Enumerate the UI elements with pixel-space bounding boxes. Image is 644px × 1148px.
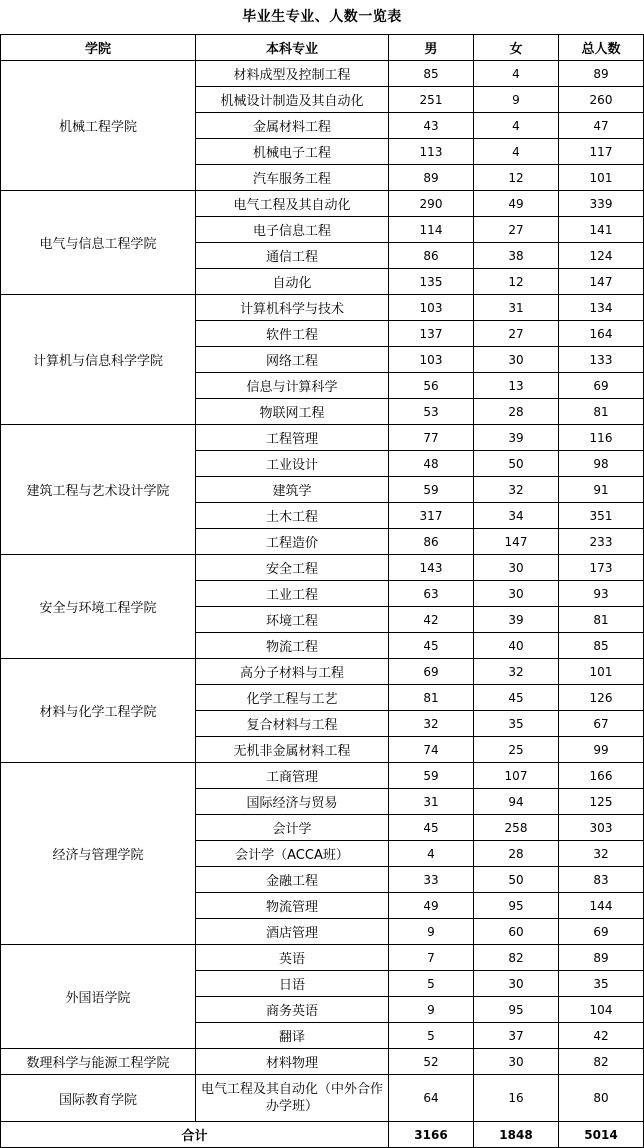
college-cell: 经济与管理学院 — [1, 763, 196, 945]
total-count-cell: 83 — [559, 867, 644, 893]
male-count-cell: 85 — [389, 61, 474, 87]
male-count-cell: 89 — [389, 165, 474, 191]
male-count-cell: 32 — [389, 711, 474, 737]
major-cell: 电气工程及其自动化（中外合作办学班） — [196, 1075, 389, 1122]
total-count-cell: 351 — [559, 503, 644, 529]
college-cell: 电气与信息工程学院 — [1, 191, 196, 295]
major-cell: 无机非金属材料工程 — [196, 737, 389, 763]
table-row — [1, 1049, 644, 1075]
male-count-cell: 81 — [389, 685, 474, 711]
female-count-cell: 28 — [474, 399, 559, 425]
male-count-cell: 113 — [389, 139, 474, 165]
major-cell: 化学工程与工艺 — [196, 685, 389, 711]
total-count-cell: 89 — [559, 61, 644, 87]
female-count-cell: 39 — [474, 425, 559, 451]
female-count-cell: 50 — [474, 451, 559, 477]
male-count-cell: 42 — [389, 607, 474, 633]
total-count-cell: 81 — [559, 607, 644, 633]
table-row — [1, 1075, 644, 1122]
total-count-cell: 260 — [559, 87, 644, 113]
college-cell: 计算机与信息科学学院 — [1, 295, 196, 425]
female-count-cell: 40 — [474, 633, 559, 659]
male-count-cell: 31 — [389, 789, 474, 815]
female-count-cell: 30 — [474, 555, 559, 581]
major-cell: 英语 — [196, 945, 389, 971]
major-cell: 日语 — [196, 971, 389, 997]
female-count-cell: 60 — [474, 919, 559, 945]
major-cell: 网络工程 — [196, 347, 389, 373]
total-count-cell: 173 — [559, 555, 644, 581]
total-count-cell: 147 — [559, 269, 644, 295]
major-cell: 酒店管理 — [196, 919, 389, 945]
major-cell: 电气工程及其自动化 — [196, 191, 389, 217]
table-row — [1, 425, 644, 451]
male-count-cell: 77 — [389, 425, 474, 451]
male-count-cell: 53 — [389, 399, 474, 425]
male-count-cell: 5 — [389, 971, 474, 997]
male-count-cell: 137 — [389, 321, 474, 347]
female-count-cell: 9 — [474, 87, 559, 113]
total-count-cell: 144 — [559, 893, 644, 919]
female-count-cell: 45 — [474, 685, 559, 711]
total-male: 3166 — [389, 1122, 474, 1148]
college-cell: 安全与环境工程学院 — [1, 555, 196, 659]
total-count-cell: 134 — [559, 295, 644, 321]
total-count-cell: 99 — [559, 737, 644, 763]
female-count-cell: 13 — [474, 373, 559, 399]
major-cell: 建筑学 — [196, 477, 389, 503]
table-body — [1, 61, 644, 1122]
male-count-cell: 86 — [389, 529, 474, 555]
total-total: 5014 — [559, 1122, 644, 1148]
male-count-cell: 52 — [389, 1049, 474, 1075]
header-row — [1, 35, 644, 61]
female-count-cell: 30 — [474, 347, 559, 373]
male-count-cell: 45 — [389, 633, 474, 659]
male-count-cell: 4 — [389, 841, 474, 867]
major-cell: 复合材料与工程 — [196, 711, 389, 737]
male-count-cell: 290 — [389, 191, 474, 217]
total-count-cell: 35 — [559, 971, 644, 997]
major-cell: 自动化 — [196, 269, 389, 295]
total-count-cell: 98 — [559, 451, 644, 477]
major-cell: 电子信息工程 — [196, 217, 389, 243]
total-label: 合计 — [1, 1122, 389, 1148]
college-cell: 材料与化学工程学院 — [1, 659, 196, 763]
major-cell: 安全工程 — [196, 555, 389, 581]
female-count-cell: 107 — [474, 763, 559, 789]
total-count-cell: 117 — [559, 139, 644, 165]
college-cell: 国际教育学院 — [1, 1075, 196, 1122]
female-count-cell: 27 — [474, 321, 559, 347]
major-cell: 通信工程 — [196, 243, 389, 269]
male-count-cell: 63 — [389, 581, 474, 607]
major-cell: 软件工程 — [196, 321, 389, 347]
total-count-cell: 116 — [559, 425, 644, 451]
total-count-cell: 141 — [559, 217, 644, 243]
total-count-cell: 101 — [559, 659, 644, 685]
major-cell: 商务英语 — [196, 997, 389, 1023]
female-count-cell: 4 — [474, 113, 559, 139]
college-cell: 外国语学院 — [1, 945, 196, 1049]
female-count-cell: 258 — [474, 815, 559, 841]
total-count-cell: 339 — [559, 191, 644, 217]
major-cell: 材料物理 — [196, 1049, 389, 1075]
male-count-cell: 9 — [389, 919, 474, 945]
major-cell: 会计学（ACCA班） — [196, 841, 389, 867]
total-count-cell: 233 — [559, 529, 644, 555]
total-count-cell: 82 — [559, 1049, 644, 1075]
major-cell: 机械电子工程 — [196, 139, 389, 165]
male-count-cell: 59 — [389, 477, 474, 503]
total-count-cell: 89 — [559, 945, 644, 971]
major-cell: 环境工程 — [196, 607, 389, 633]
female-count-cell: 30 — [474, 581, 559, 607]
total-count-cell: 91 — [559, 477, 644, 503]
female-count-cell: 94 — [474, 789, 559, 815]
female-count-cell: 34 — [474, 503, 559, 529]
major-cell: 计算机科学与技术 — [196, 295, 389, 321]
total-count-cell: 47 — [559, 113, 644, 139]
major-cell: 机械设计制造及其自动化 — [196, 87, 389, 113]
major-cell: 材料成型及控制工程 — [196, 61, 389, 87]
female-count-cell: 32 — [474, 477, 559, 503]
total-count-cell: 125 — [559, 789, 644, 815]
total-count-cell: 67 — [559, 711, 644, 737]
female-count-cell: 28 — [474, 841, 559, 867]
male-count-cell: 5 — [389, 1023, 474, 1049]
table-title: 毕业生专业、人数一览表 — [242, 9, 402, 25]
total-count-cell: 69 — [559, 919, 644, 945]
major-cell: 物联网工程 — [196, 399, 389, 425]
male-count-cell: 74 — [389, 737, 474, 763]
male-count-cell: 49 — [389, 893, 474, 919]
male-count-cell: 64 — [389, 1075, 474, 1122]
total-count-cell: 101 — [559, 165, 644, 191]
major-cell: 高分子材料与工程 — [196, 659, 389, 685]
total-count-cell: 124 — [559, 243, 644, 269]
total-count-cell: 133 — [559, 347, 644, 373]
male-count-cell: 135 — [389, 269, 474, 295]
major-cell: 汽车服务工程 — [196, 165, 389, 191]
female-count-cell: 4 — [474, 61, 559, 87]
major-cell: 翻译 — [196, 1023, 389, 1049]
table-row — [1, 659, 644, 685]
table-row — [1, 191, 644, 217]
female-count-cell: 95 — [474, 893, 559, 919]
male-count-cell: 48 — [389, 451, 474, 477]
college-cell: 机械工程学院 — [1, 61, 196, 191]
male-count-cell: 143 — [389, 555, 474, 581]
male-count-cell: 43 — [389, 113, 474, 139]
major-cell: 工业设计 — [196, 451, 389, 477]
major-cell: 工程造价 — [196, 529, 389, 555]
male-count-cell: 317 — [389, 503, 474, 529]
female-count-cell: 30 — [474, 1049, 559, 1075]
table-row — [1, 555, 644, 581]
female-count-cell: 95 — [474, 997, 559, 1023]
header-total: 总人数 — [559, 35, 644, 61]
male-count-cell: 103 — [389, 295, 474, 321]
female-count-cell: 25 — [474, 737, 559, 763]
major-cell: 工业工程 — [196, 581, 389, 607]
female-count-cell: 12 — [474, 269, 559, 295]
header-major: 本科专业 — [196, 35, 389, 61]
graduates-table — [0, 34, 644, 1148]
major-cell: 物流管理 — [196, 893, 389, 919]
total-count-cell: 126 — [559, 685, 644, 711]
female-count-cell: 82 — [474, 945, 559, 971]
male-count-cell: 59 — [389, 763, 474, 789]
female-count-cell: 50 — [474, 867, 559, 893]
female-count-cell: 31 — [474, 295, 559, 321]
female-count-cell: 147 — [474, 529, 559, 555]
major-cell: 信息与计算科学 — [196, 373, 389, 399]
header-college: 学院 — [1, 35, 196, 61]
college-cell: 数理科学与能源工程学院 — [1, 1049, 196, 1075]
major-cell: 物流工程 — [196, 633, 389, 659]
male-count-cell: 103 — [389, 347, 474, 373]
table-row — [1, 61, 644, 87]
major-cell: 工程管理 — [196, 425, 389, 451]
male-count-cell: 69 — [389, 659, 474, 685]
female-count-cell: 35 — [474, 711, 559, 737]
major-cell: 金融工程 — [196, 867, 389, 893]
major-cell: 国际经济与贸易 — [196, 789, 389, 815]
female-count-cell: 49 — [474, 191, 559, 217]
table-row — [1, 295, 644, 321]
female-count-cell: 12 — [474, 165, 559, 191]
male-count-cell: 9 — [389, 997, 474, 1023]
header-female: 女 — [474, 35, 559, 61]
total-count-cell: 164 — [559, 321, 644, 347]
female-count-cell: 16 — [474, 1075, 559, 1122]
male-count-cell: 56 — [389, 373, 474, 399]
major-cell: 金属材料工程 — [196, 113, 389, 139]
header-male: 男 — [389, 35, 474, 61]
total-count-cell: 166 — [559, 763, 644, 789]
major-cell: 会计学 — [196, 815, 389, 841]
total-row — [1, 1122, 644, 1148]
female-count-cell: 4 — [474, 139, 559, 165]
total-count-cell: 303 — [559, 815, 644, 841]
male-count-cell: 45 — [389, 815, 474, 841]
total-count-cell: 69 — [559, 373, 644, 399]
female-count-cell: 37 — [474, 1023, 559, 1049]
female-count-cell: 32 — [474, 659, 559, 685]
major-cell: 土木工程 — [196, 503, 389, 529]
total-count-cell: 93 — [559, 581, 644, 607]
female-count-cell: 27 — [474, 217, 559, 243]
male-count-cell: 33 — [389, 867, 474, 893]
total-count-cell: 80 — [559, 1075, 644, 1122]
male-count-cell: 251 — [389, 87, 474, 113]
female-count-cell: 30 — [474, 971, 559, 997]
male-count-cell: 114 — [389, 217, 474, 243]
major-cell: 工商管理 — [196, 763, 389, 789]
table-row — [1, 763, 644, 789]
total-count-cell: 32 — [559, 841, 644, 867]
total-count-cell: 42 — [559, 1023, 644, 1049]
total-count-cell: 85 — [559, 633, 644, 659]
female-count-cell: 39 — [474, 607, 559, 633]
total-female: 1848 — [474, 1122, 559, 1148]
male-count-cell: 7 — [389, 945, 474, 971]
female-count-cell: 38 — [474, 243, 559, 269]
total-count-cell: 81 — [559, 399, 644, 425]
college-cell: 建筑工程与艺术设计学院 — [1, 425, 196, 555]
male-count-cell: 86 — [389, 243, 474, 269]
total-count-cell: 104 — [559, 997, 644, 1023]
table-row — [1, 945, 644, 971]
